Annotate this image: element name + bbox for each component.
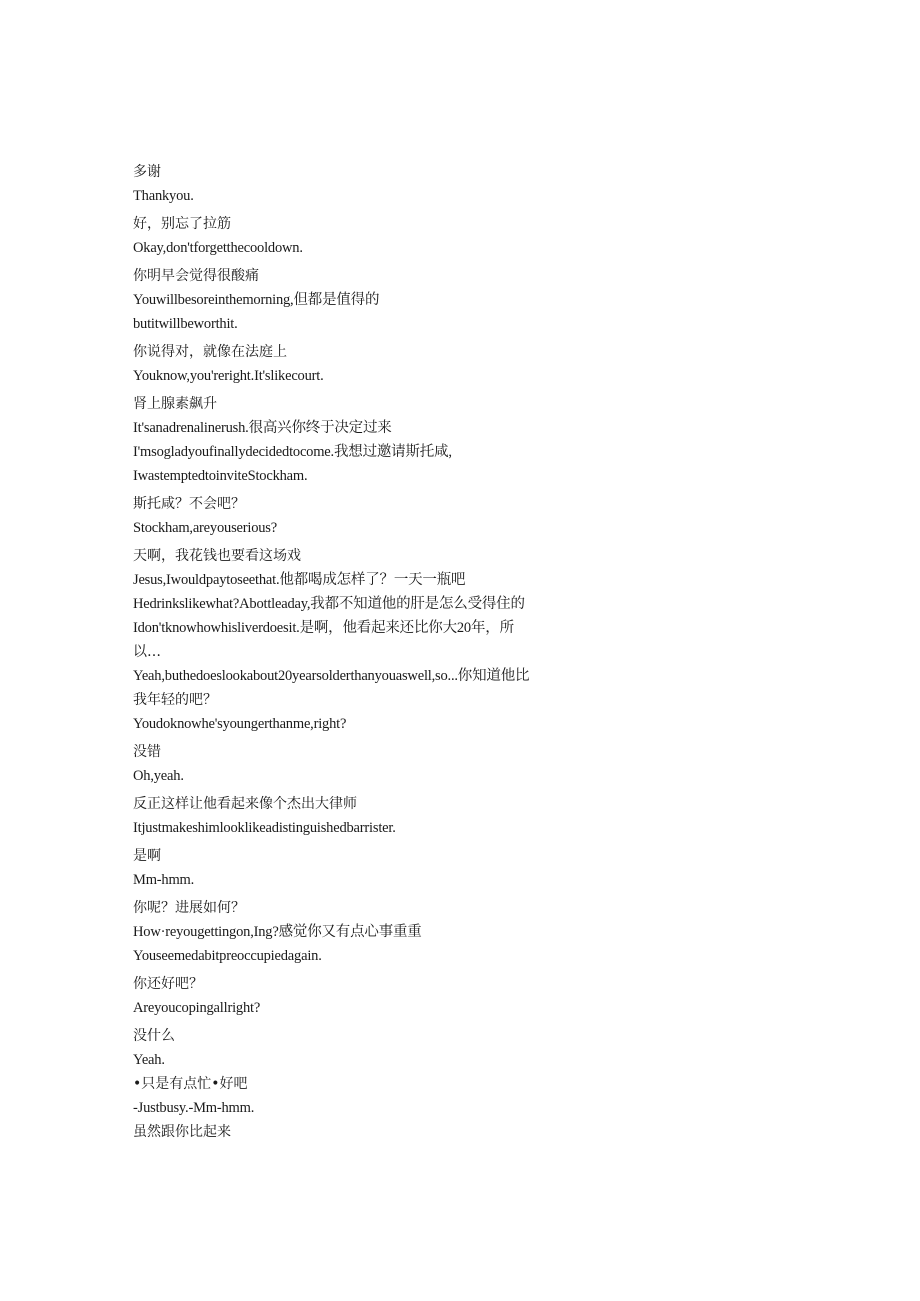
chinese-line: 你呢？进展如何？ (133, 900, 245, 916)
english-line: Yeah. (133, 1052, 165, 1068)
english-line: Itjustmakeshimlooklikeadistinguishedbarrister. (133, 820, 396, 836)
english-line: Hedrinkslikewhat?Abottleaday,我都不知道他的肝是怎么受得住的 (133, 596, 525, 612)
chinese-line: 斯托咸？不会吧？ (133, 496, 245, 512)
english-line: Areyoucopingallright? (133, 1000, 261, 1016)
chinese-line: 你明早会觉得很酸痛 (133, 268, 259, 284)
chinese-line: 没什么 (133, 1028, 175, 1044)
english-line: Idon'tknowhowhisliverdoesit.是啊，他看起来还比你大20年，所 (133, 620, 514, 636)
chinese-line: 是啊 (133, 848, 161, 864)
chinese-line: 好，别忘了拉筋 (133, 216, 231, 232)
english-line: -Justbusy.-Mm-hmm. (133, 1100, 255, 1116)
chinese-line: 肾上腺素飙升 (133, 396, 217, 412)
english-line: Mm-hmm. (133, 872, 195, 888)
english-line: Jesus,Iwouldpaytoseethat.他都喝成怎样了？一天一瓶吧 (133, 572, 466, 588)
english-line: Youknow,you'reright.It'slikecourt. (133, 368, 324, 384)
english-line: Youseemedabitpreoccupiedagain. (133, 948, 322, 964)
english-line: Youdoknowhe'syoungerthanme,right? (133, 716, 347, 732)
english-line: It'sanadrenalinerush.很高兴你终于决定过来 (133, 420, 392, 436)
english-line: Yeah,buthedoeslookabout20yearsolderthanyouaswell,so...你知道他比 (133, 668, 530, 684)
chinese-line: 没错 (133, 744, 161, 760)
chinese-line: 你说得对，就像在法庭上 (133, 344, 287, 360)
english-line: Youwillbesoreinthemorning,但都是值得的 (133, 292, 380, 308)
chinese-line: •只是有点忙•好吧 (133, 1076, 248, 1092)
english-line: Thankyou. (133, 188, 194, 204)
chinese-line: 虽然跟你比起来 (133, 1124, 231, 1140)
english-line: butitwillbeworthit. (133, 316, 238, 332)
chinese-line: 多谢 (133, 164, 161, 180)
english-line: Oh,yeah. (133, 768, 184, 784)
english-line: How·reyougettingon,Ing?感觉你又有点心事重重 (133, 924, 422, 940)
chinese-line: 你还好吧？ (133, 976, 203, 992)
document-page (133, 160, 603, 1144)
english-line: IwastemptedtoinviteStockham. (133, 468, 308, 484)
chinese-line: 反正这样让他看起来像个杰出大律师 (133, 796, 357, 812)
chinese-line: 我年轻的吧？ (133, 692, 217, 708)
chinese-line: 以… (133, 644, 161, 660)
english-line: Stockham,areyouserious? (133, 520, 277, 536)
english-line: Okay,don'tforgetthecooldown. (133, 240, 303, 256)
chinese-line: 天啊，我花钱也要看这场戏 (133, 548, 301, 564)
english-line: I'msogladyoufinallydecidedtocome.我想过邀请斯托咸, (133, 444, 452, 460)
